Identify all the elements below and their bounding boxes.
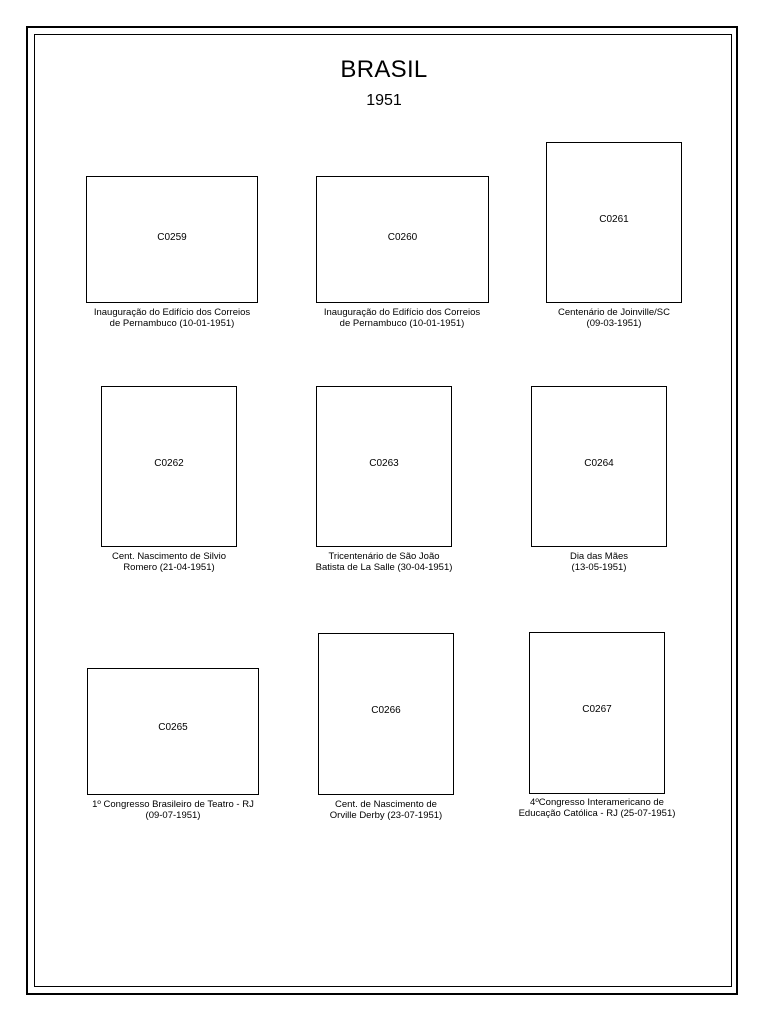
stamp-slot-c0265 bbox=[87, 668, 259, 795]
stamp-caption bbox=[497, 797, 697, 819]
stamp-code: C0262 bbox=[154, 458, 184, 469]
caption-line-1: 4ºCongresso Interamericano de bbox=[530, 797, 664, 808]
caption-line-1: Cent. Nascimento de Silvio bbox=[111, 551, 227, 562]
caption-line-2: Batista de La Salle (30-04-1951) bbox=[315, 562, 453, 573]
caption-line-2: (09-07-1951) bbox=[145, 810, 201, 821]
stamp-caption bbox=[72, 307, 272, 329]
stamp-code: C0267 bbox=[582, 704, 612, 715]
caption-line-2: Romero (21-04-1951) bbox=[123, 562, 215, 573]
stamp-slot-c0267 bbox=[529, 632, 665, 794]
stamp-caption bbox=[286, 799, 486, 821]
caption-line-2: de Pernambuco (10-01-1951) bbox=[109, 318, 235, 329]
caption-line-2: Educação Católica - RJ (25-07-1951) bbox=[518, 808, 676, 819]
stamp-code: C0266 bbox=[371, 705, 401, 716]
stamp-code: C0260 bbox=[387, 232, 418, 243]
caption-line-1: Centenário de Joinville/SC bbox=[558, 307, 670, 318]
stamp-caption bbox=[73, 799, 273, 821]
stamp-caption bbox=[69, 551, 269, 573]
stamp-slot-c0259 bbox=[86, 176, 258, 303]
stamp-slot-c0260 bbox=[316, 176, 489, 303]
stamp-caption bbox=[514, 307, 714, 329]
stamp-code: C0259 bbox=[157, 232, 187, 243]
stamp-slot-c0262 bbox=[101, 386, 237, 547]
stamp-caption bbox=[499, 551, 699, 573]
caption-line-1: 1º Congresso Brasileiro de Teatro - RJ bbox=[92, 799, 254, 810]
caption-line-2: (09-03-1951) bbox=[586, 318, 642, 329]
caption-line-1: Inauguração do Edifício dos Correios bbox=[323, 307, 481, 318]
caption-line-1: Cent. de Nascimento de bbox=[335, 799, 437, 810]
stamp-slot-c0263 bbox=[316, 386, 452, 547]
caption-line-1: Tricentenário de São João bbox=[328, 551, 440, 562]
caption-line-2: (13-05-1951) bbox=[571, 562, 627, 573]
caption-line-1: Inauguração do Edifício dos Correios bbox=[93, 307, 251, 318]
page-title: BRASIL bbox=[340, 56, 428, 83]
stamp-code: C0261 bbox=[599, 214, 629, 225]
caption-line-1: Dia das Mães bbox=[569, 551, 629, 562]
stamp-code: C0263 bbox=[369, 458, 399, 469]
page-year: 1951 bbox=[366, 92, 402, 109]
stamp-slot-c0266 bbox=[318, 633, 454, 795]
stamp-caption bbox=[302, 307, 502, 329]
stamp-slot-c0261 bbox=[546, 142, 682, 303]
stamp-code: C0265 bbox=[158, 722, 188, 733]
stamp-caption bbox=[284, 551, 484, 573]
caption-line-2: Orville Derby (23-07-1951) bbox=[329, 810, 443, 821]
stamp-code: C0264 bbox=[584, 458, 614, 469]
caption-line-2: de Pernambuco (10-01-1951) bbox=[339, 318, 465, 329]
stamp-slot-c0264 bbox=[531, 386, 667, 547]
